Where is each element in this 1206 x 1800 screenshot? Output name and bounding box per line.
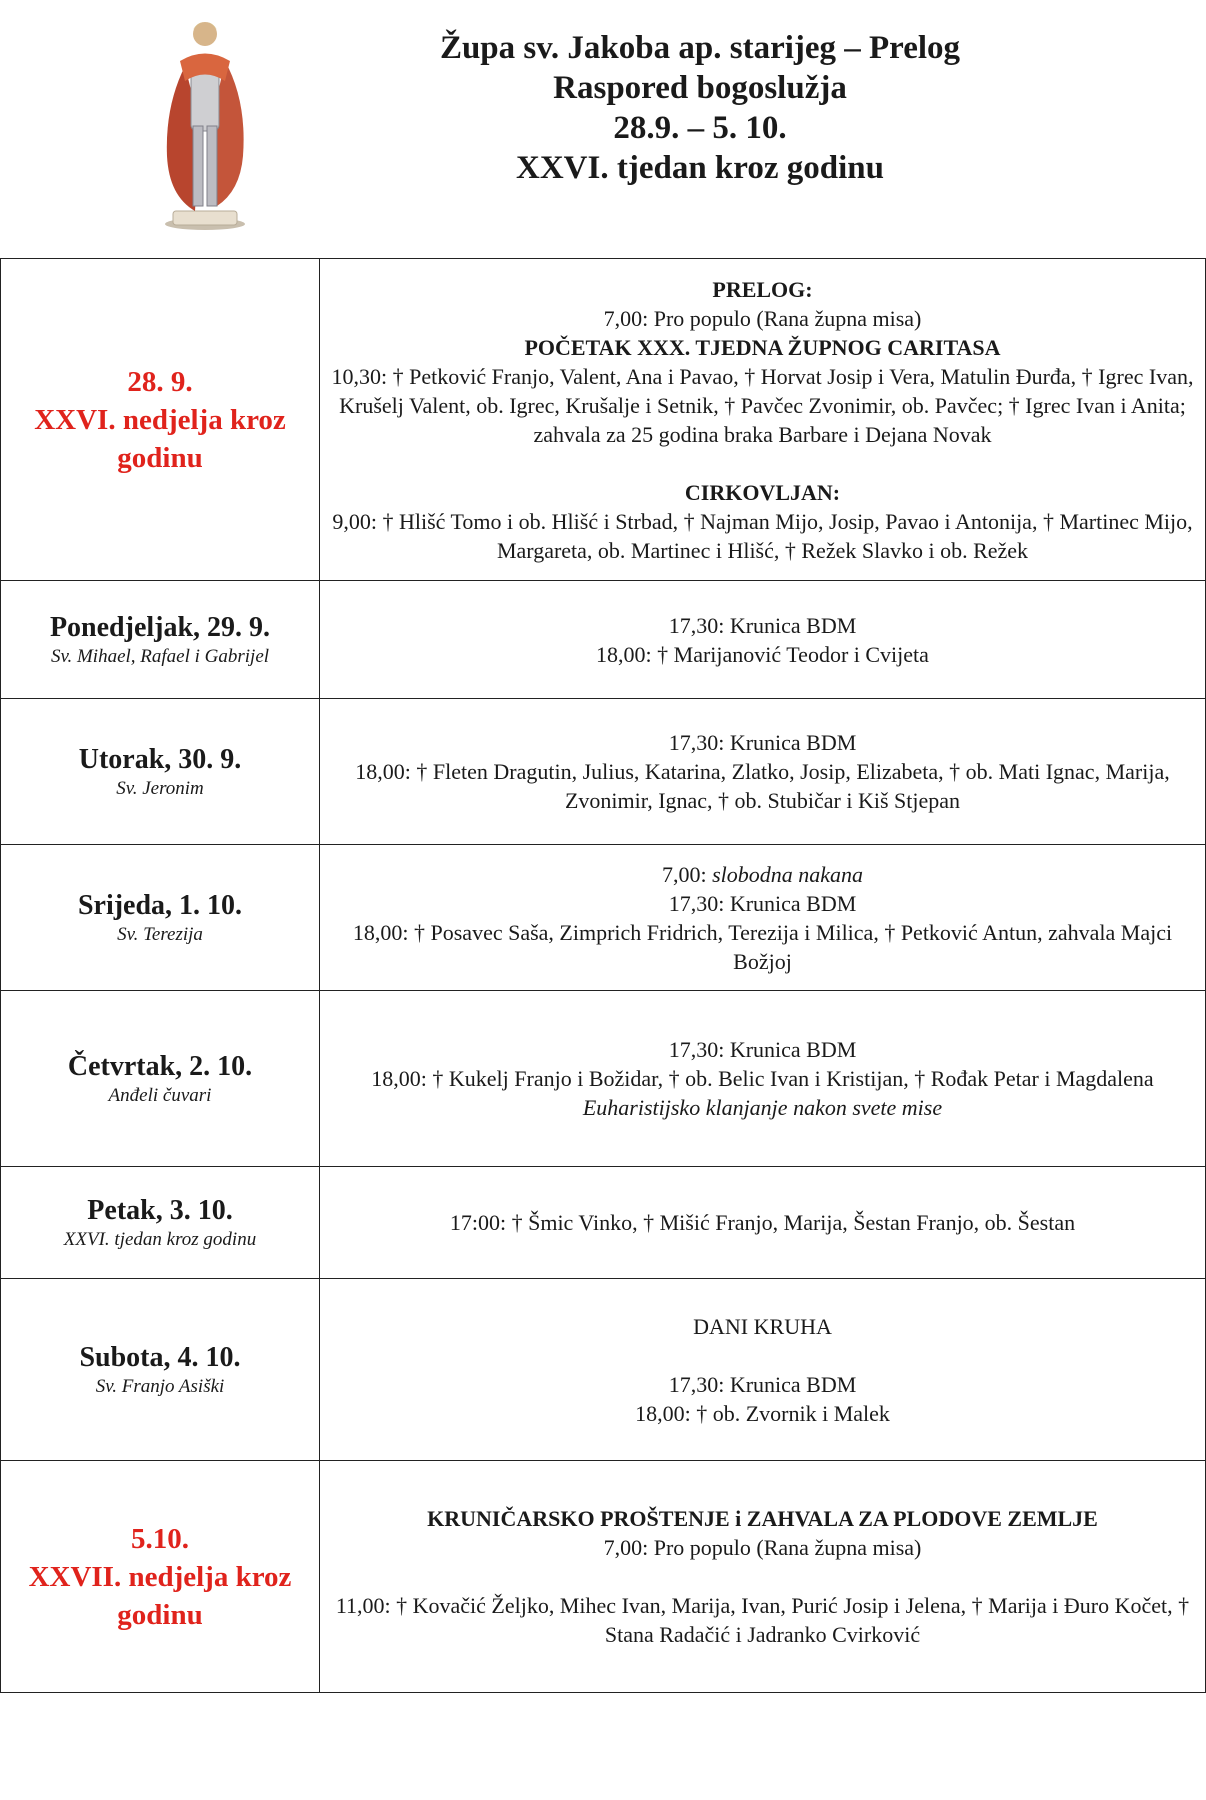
mass-line: 7,00: Pro populo (Rana župna misa) xyxy=(603,305,922,331)
document-title xyxy=(300,28,1100,188)
table-row xyxy=(1,1279,1206,1461)
day-name: Četvrtak, 2. 10. xyxy=(67,1050,253,1082)
day-cell xyxy=(1,1461,320,1693)
day-cell xyxy=(1,259,320,581)
mass-time: 7,00: xyxy=(661,861,713,887)
mass-line: 11,00: † Kovačić Željko, Mihec Ivan, Marija, Ivan, Purić Josip i Jelena, † Marija i Đuro Kočet, † Stana Radačić i Jadranko Cvirković xyxy=(335,1593,1190,1647)
day-name: Utorak, 30. 9. xyxy=(78,743,242,775)
mass-line: 18,00: † Fleten Dragutin, Julius, Katarina, Zlatko, Josip, Elizabeta, † ob. Mati Ignac, Marija, Zvonimir, Ignac, † ob. Stubičar i Kiš Stjepan xyxy=(355,759,1170,813)
sunday-date: 28. 9. xyxy=(127,365,193,398)
saint-name: Sv. Jeronim xyxy=(116,777,204,799)
sunday-title: XXVI. nedjelja kroz xyxy=(34,403,286,436)
page-header xyxy=(0,0,1206,250)
mass-intention: slobodna nakana xyxy=(712,861,864,887)
table-row xyxy=(1,699,1206,845)
mass-line: 18,00: † Kukelj Franjo i Božidar, † ob. Belic Ivan i Kristijan, † Rođak Petar i Magdalena xyxy=(371,1066,1154,1091)
table-row xyxy=(1,259,1206,581)
saint-statue-image xyxy=(155,6,255,231)
saint-name: XXVI. tjedan kroz godinu xyxy=(63,1228,257,1250)
mass-cell xyxy=(320,259,1206,581)
mass-cell xyxy=(320,1461,1206,1693)
table-row xyxy=(1,845,1206,991)
mass-line: 17,30: Krunica BDM xyxy=(668,612,857,638)
spacer xyxy=(324,1562,1201,1591)
day-cell xyxy=(1,991,320,1167)
day-cell xyxy=(1,581,320,699)
title-line-3: 28.9. – 5. 10. xyxy=(613,110,787,146)
mass-line: 18,00: † Marijanović Teodor i Cvijeta xyxy=(596,641,929,667)
mass-line: 17,30: Krunica BDM xyxy=(668,1037,857,1062)
mass-cell xyxy=(320,845,1206,991)
mass-line: 9,00: † Hlišć Tomo i ob. Hlišć i Strbad, † Najman Mijo, Josip, Pavao i Antonija, † Martinec Mijo, Margareta, ob. Martinec i Hlišć, † Režek Slavko i ob. Režek xyxy=(332,508,1193,563)
day-cell xyxy=(1,699,320,845)
mass-line: 17,30: Krunica BDM xyxy=(668,1371,857,1397)
day-name: Ponedjeljak, 29. 9. xyxy=(49,611,271,643)
title-line-2: Raspored bogoslužja xyxy=(553,70,847,106)
sunday-title-cont: godinu xyxy=(117,1598,203,1631)
mass-line: 18,00: † ob. Zvornik i Malek xyxy=(635,1400,890,1426)
day-name: Subota, 4. 10. xyxy=(79,1341,241,1373)
announcement: KRUNIČARSKO PROŠTENJE i ZAHVALA ZA PLODOVE ZEMLJE xyxy=(427,1506,1098,1531)
location-heading: CIRKOVLJAN: xyxy=(684,479,841,505)
sunday-date: 5.10. xyxy=(131,1522,189,1555)
mass-line: 17,30: Krunica BDM xyxy=(668,890,857,916)
title-line-4: XXVI. tjedan kroz godinu xyxy=(516,150,884,186)
mass-cell xyxy=(320,581,1206,699)
spacer xyxy=(324,449,1201,478)
table-row xyxy=(1,581,1206,699)
table-row xyxy=(1,1167,1206,1279)
saint-name: Anđeli čuvari xyxy=(108,1084,212,1106)
sunday-title: XXVII. nedjelja kroz xyxy=(28,1560,292,1593)
table-row xyxy=(1,991,1206,1167)
saint-name: Sv. Mihael, Rafael i Gabrijel xyxy=(50,645,270,667)
schedule-table xyxy=(0,258,1206,1693)
mass-line: 18,00: † Posavec Saša, Zimprich Fridrich, Terezija i Milica, † Petković Antun, zahvala Majci Božjoj xyxy=(352,919,1173,974)
mass-cell xyxy=(320,699,1206,845)
saint-name: Sv. Franjo Asiški xyxy=(95,1375,225,1397)
spacer xyxy=(324,1341,1201,1370)
mass-line: 10,30: † Petković Franjo, Valent, Ana i Pavao, † Horvat Josip i Vera, Matulin Đurđa, † Igrec Ivan, Krušelj Valent, ob. Igrec, Krušalje i Setnik, † Pavčec Zvonimir, ob. Pavčec; † Igrec Ivan i Anita; zahvala za 25 godina braka Barbare i Dejana Novak xyxy=(331,363,1194,447)
mass-line: 17:00: † Šmic Vinko, † Mišić Franjo, Marija, Šestan Franjo, ob. Šestan xyxy=(449,1210,1076,1235)
announcement: POČETAK XXX. TJEDNA ŽUPNOG CARITASA xyxy=(524,334,1001,360)
adoration-note: Euharistijsko klanjanje nakon svete mise xyxy=(582,1095,943,1120)
title-line-1: Župa sv. Jakoba ap. starijeg – Prelog xyxy=(439,30,961,66)
mass-cell xyxy=(320,991,1206,1167)
event-title: DANI KRUHA xyxy=(693,1313,832,1339)
mass-line xyxy=(324,860,1201,889)
day-cell xyxy=(1,845,320,991)
mass-cell xyxy=(320,1279,1206,1461)
mass-line: 7,00: Pro populo (Rana župna misa) xyxy=(603,1535,922,1560)
location-heading: PRELOG: xyxy=(712,276,813,302)
day-cell xyxy=(1,1279,320,1461)
saint-name: Sv. Terezija xyxy=(117,923,203,945)
mass-line: 17,30: Krunica BDM xyxy=(668,730,857,755)
sunday-title-cont: godinu xyxy=(117,441,203,474)
day-cell xyxy=(1,1167,320,1279)
table-row xyxy=(1,1461,1206,1693)
day-name: Petak, 3. 10. xyxy=(87,1194,233,1226)
day-name: Srijeda, 1. 10. xyxy=(77,889,243,921)
mass-cell xyxy=(320,1167,1206,1279)
